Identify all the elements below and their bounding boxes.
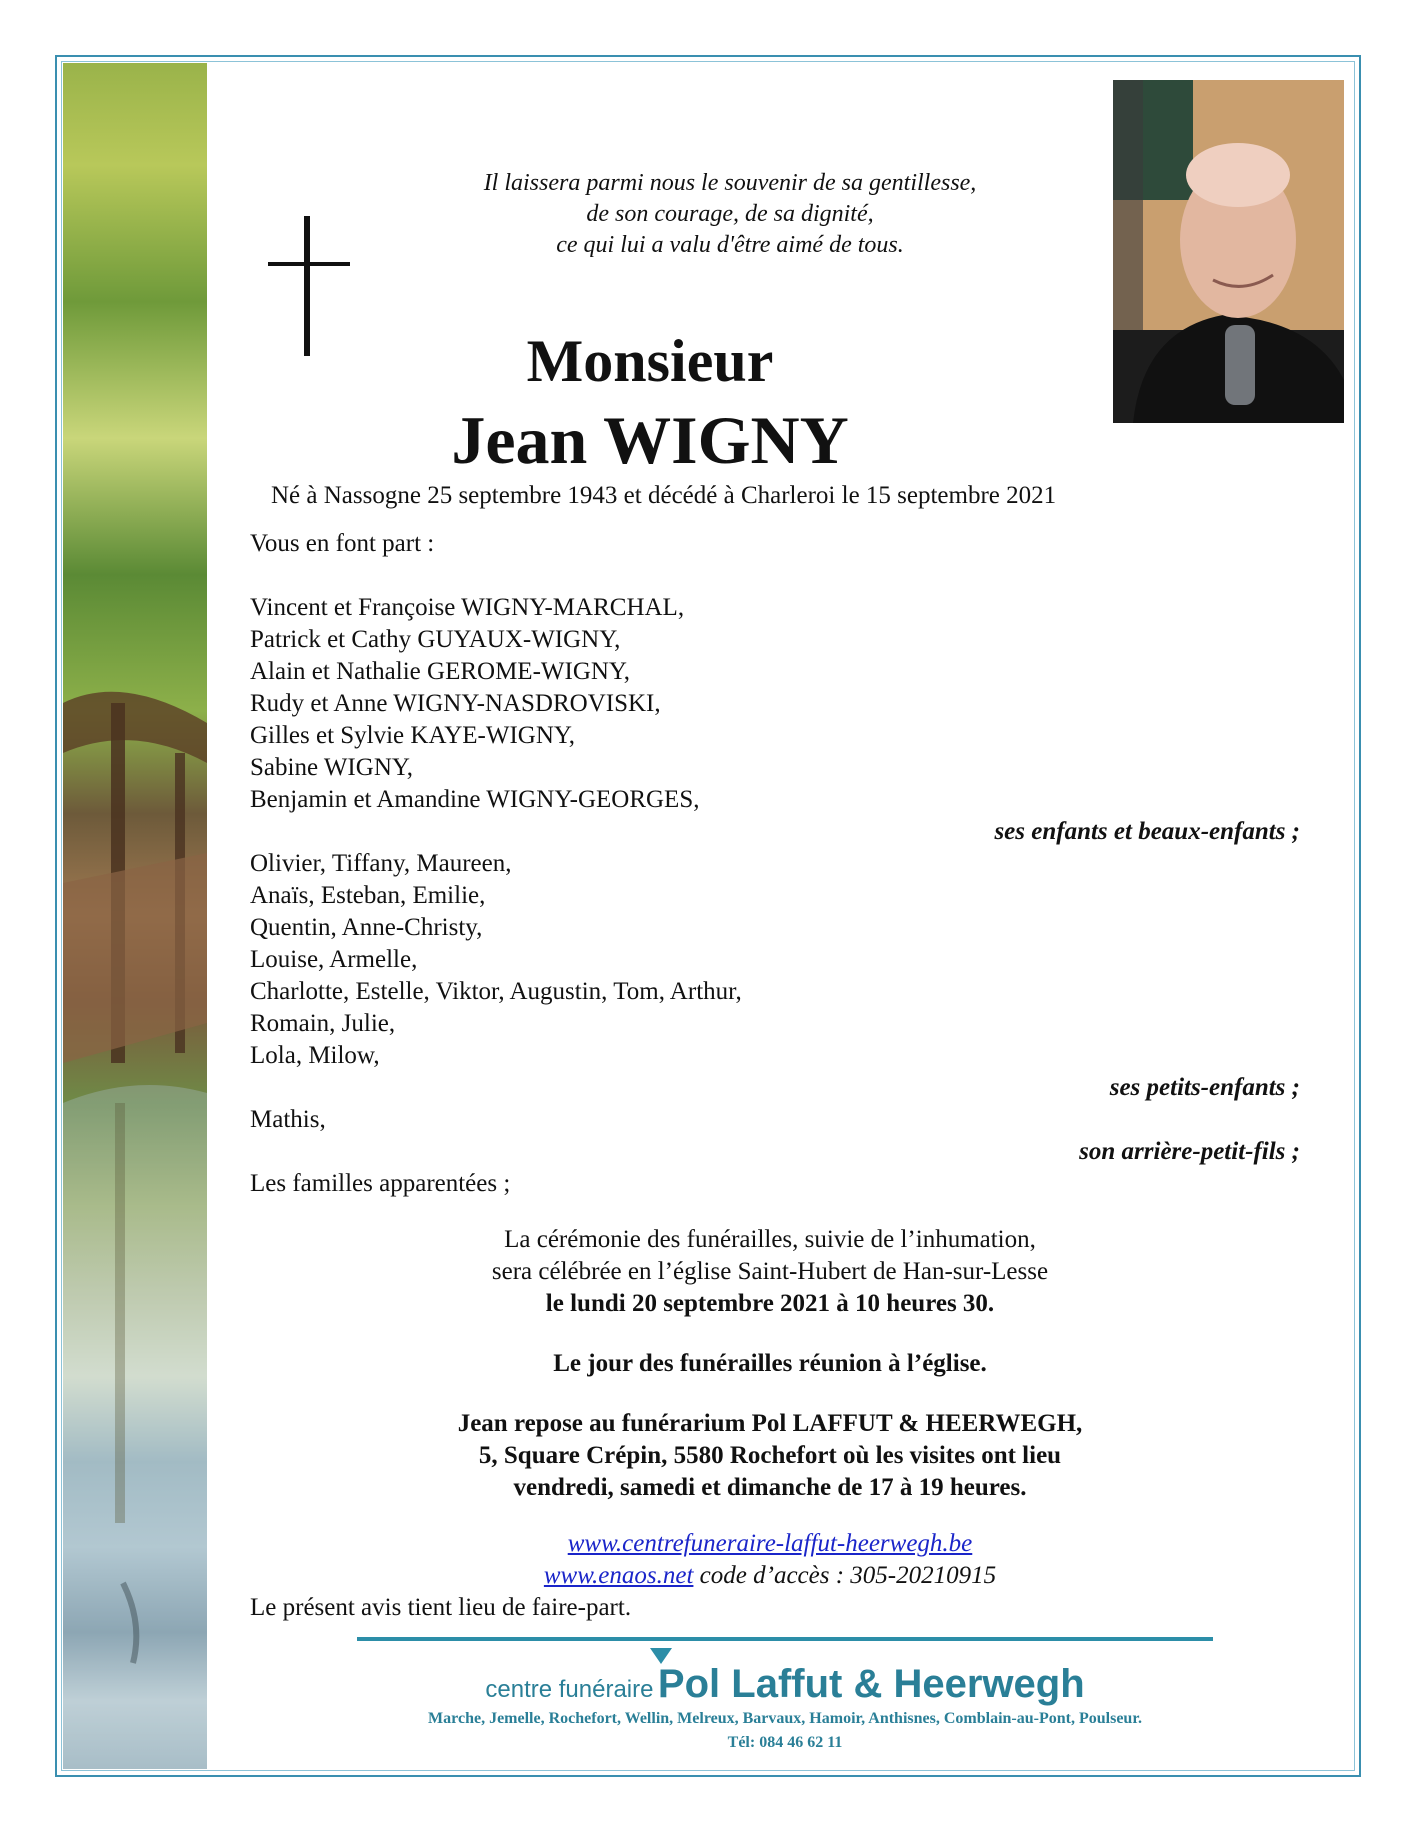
list-item: Olivier, Tiffany, Maureen, [250,850,512,877]
list-item: Patrick et Cathy GUYAUX-WIGNY, [250,626,621,653]
access-code: code d’accès : 305-20210915 [693,1562,997,1589]
repose-line: Jean repose au funérarium Pol LAFFUT & HEERWEGH, [457,1410,1083,1437]
ceremony-line: sera célébrée en l’église Saint-Hubert de Han-sur-Lesse [491,1258,1049,1285]
logo-phone: Tél: 084 46 62 11 [727,1734,843,1751]
honorific: Monsieur [526,328,774,394]
list-item: Anaïs, Esteban, Emilie, [250,882,486,909]
list-item: Romain, Julie, [250,1010,396,1037]
list-item: Benjamin et Amandine WIGNY-GEORGES, [250,786,700,813]
logo-brand: Pol Laffut & Heerwegh [657,1662,1085,1706]
ceremony-line: La cérémonie des funérailles, suivie de l’inhumation, [504,1226,1036,1253]
footer-rule [357,1637,1213,1641]
memorial-quote [360,168,1100,261]
intro-text: Vous en font part : [250,530,435,557]
birth-death-line: Né à Nassogne 25 septembre 1943 et décédé à Charleroi le 15 septembre 2021 [271,482,1057,509]
great-grandchild-label: son arrière-petit-fils ; [1079,1138,1300,1165]
funeral-home-logo [357,1662,1213,1707]
repose-info [330,1408,1210,1504]
quote-line: Il laissera parmi nous le souvenir de sa gentillesse, [483,170,977,196]
list-item: Rudy et Anne WIGNY-NASDROVISKI, [250,690,661,717]
children-label: ses enfants et beaux-enfants ; [994,818,1300,845]
notice-line: Le présent avis tient lieu de faire-part. [250,1594,632,1621]
logo-prefix: centre funéraire [485,1676,654,1703]
list-item: Sabine WIGNY, [250,754,413,781]
ceremony-date: le lundi 20 septembre 2021 à 10 heures 30. [545,1290,995,1317]
links-block [330,1528,1210,1592]
repose-line: 5, Square Crépin, 5580 Rochefort où les visites ont lieu [478,1442,1062,1469]
children-list [250,592,699,816]
list-item: Vincent et Françoise WIGNY-MARCHAL, [250,594,685,621]
deceased-portrait [1113,80,1344,423]
great-grandchild: Mathis, [250,1106,326,1133]
list-item: Lola, Milow, [250,1042,380,1069]
enaos-link[interactable]: www.enaos.net [543,1562,694,1589]
repose-line: vendredi, samedi et dimanche de 17 à 19 heures. [513,1474,1027,1501]
quote-line: ce qui lui a valu d'être aimé de tous. [556,232,904,258]
list-item: Charlotte, Estelle, Viktor, Augustin, Tom, Arthur, [250,978,742,1005]
logo-towns: Marche, Jemelle, Rochefort, Wellin, Melreux, Barvaux, Hamoir, Anthisnes, Comblain-au-Pont, Poulseur. [428,1710,1142,1727]
grandchildren-list [250,848,742,1072]
garden-bridge-photo [63,63,207,1769]
meeting-info: Le jour des funérailles réunion à l’église. [553,1350,987,1377]
grandchildren-label: ses petits-enfants ; [1109,1074,1300,1101]
list-item: Quentin, Anne-Christy, [250,914,483,941]
list-item: Gilles et Sylvie KAYE-WIGNY, [250,722,575,749]
funeral-home-link[interactable]: www.centrefuneraire-laffut-heerwegh.be [567,1530,973,1557]
ceremony-info [330,1224,1210,1320]
deceased-name: Jean WIGNY [451,402,849,478]
quote-line: de son courage, de sa dignité, [586,201,874,227]
families-line: Les familles apparentées ; [250,1170,511,1197]
list-item: Louise, Armelle, [250,946,418,973]
list-item: Alain et Nathalie GEROME-WIGNY, [250,658,631,685]
